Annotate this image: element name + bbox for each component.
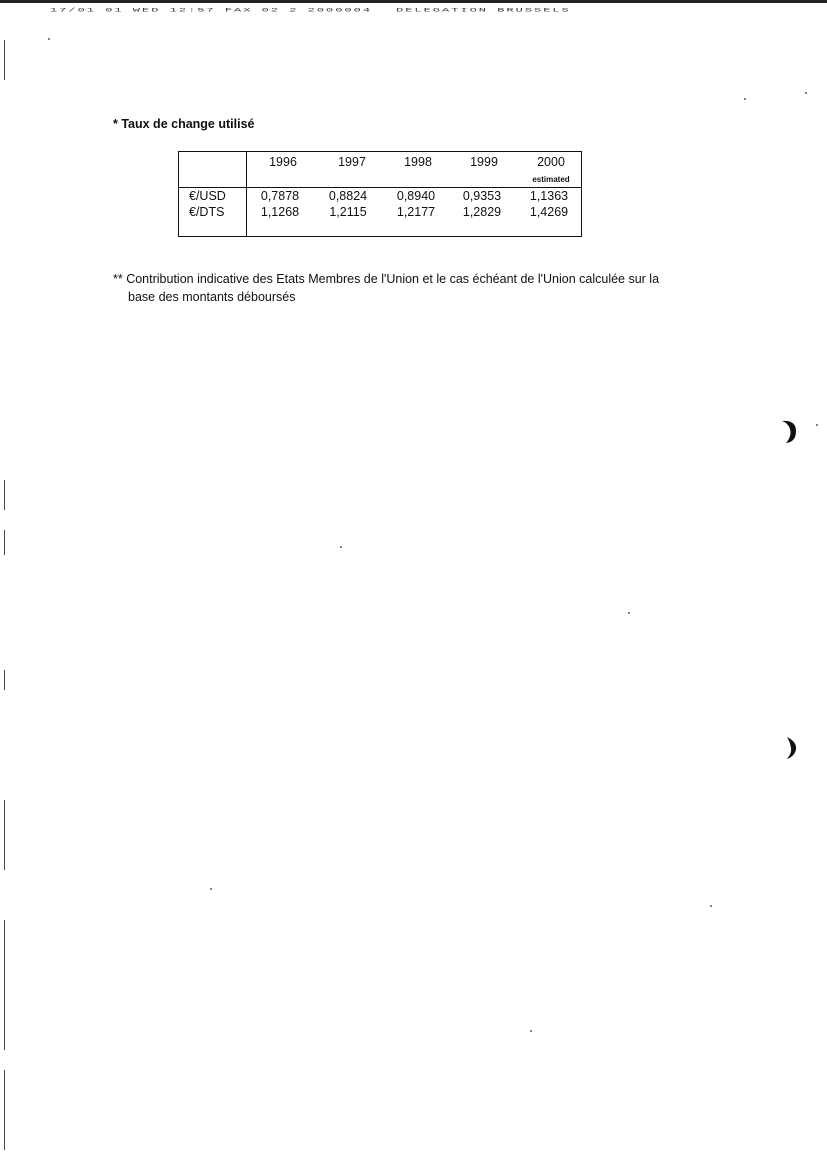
table-cell: 0,8940 [396,189,436,203]
scan-edge-mark [4,920,5,1050]
fax-header [0,0,827,25]
scan-edge-mark [4,530,5,555]
year-header: 1996 [269,155,297,169]
fax-header-middle: DELEGATION BRUSSELS [396,7,571,14]
scan-speck [48,38,50,40]
year-header: 1997 [338,155,366,169]
scan-speck [744,98,746,100]
row-label: €/USD [189,189,226,203]
table-cell: 1,1268 [260,205,300,219]
scan-speck [816,424,818,426]
scan-speck [628,612,630,614]
year-header: 2000 [537,155,565,169]
fax-header-left: 17/01 01 WED 12:57 FAX 02 2 2000004 [50,7,373,14]
scan-speck [210,888,212,890]
table-cell: 1,1363 [529,189,569,203]
table-cell: 0,7878 [260,189,300,203]
scan-edge-mark [4,40,5,80]
year-header: 1999 [470,155,498,169]
year-header: 1998 [404,155,432,169]
table-cell: 0,9353 [462,189,502,203]
footnote [113,270,723,306]
scan-edge-mark [4,1070,5,1150]
row-label: €/DTS [189,205,225,219]
table-cell: 0,8824 [328,189,368,203]
scan-speck [530,1030,532,1032]
table-cell: 1,4269 [529,205,569,219]
estimated-label: estimated [532,175,570,184]
scan-edge-mark [4,800,5,870]
footnote-line-2: base des montants déboursés [128,290,296,304]
punch-hole-icon [780,418,800,444]
table-cell: 1,2829 [462,205,502,219]
scan-speck [710,905,712,907]
table-cell: 1,2115 [329,205,367,219]
table-row-divider [179,187,581,188]
table-cell: 1,2177 [396,205,436,219]
footnote-line-1: ** Contribution indicative des Etats Membres de l'Union et le cas échéant de l'Union calculée sur la [113,272,660,286]
scan-speck [340,546,342,548]
exchange-rate-heading: * Taux de change utilisé [113,117,255,131]
scan-edge-mark [4,670,5,690]
exchange-rate-table [178,151,582,237]
scan-edge-mark [4,480,5,510]
punch-hole-icon [785,736,799,760]
scan-speck [805,92,807,94]
